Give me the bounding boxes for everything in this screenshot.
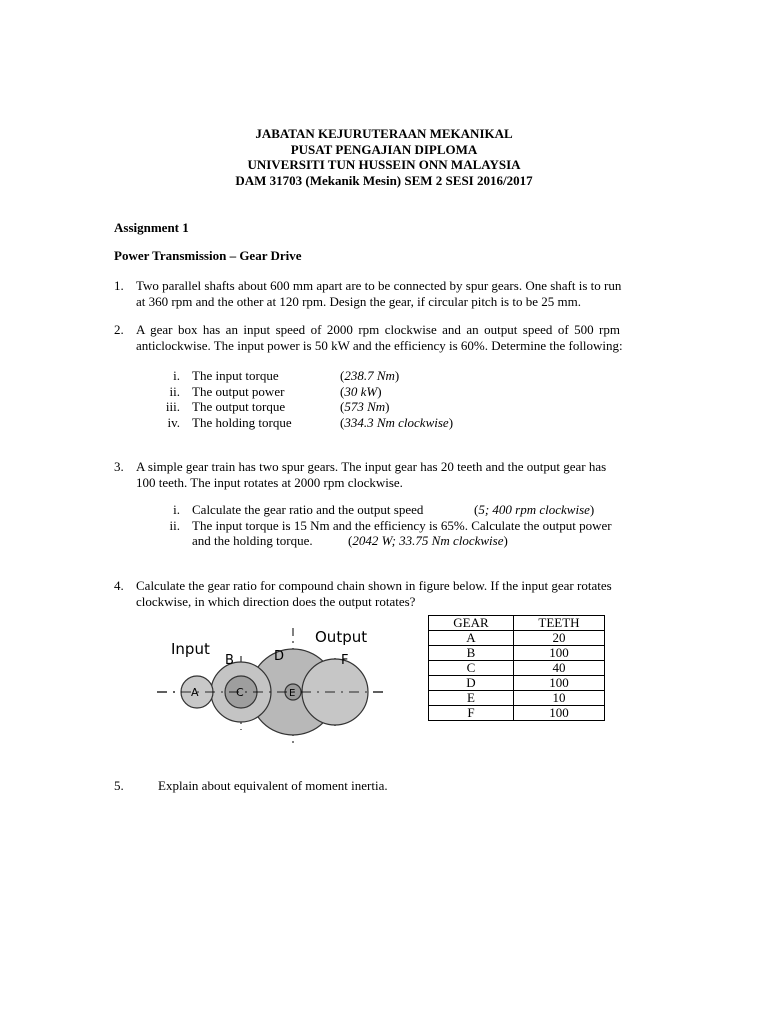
table-row xyxy=(429,646,605,661)
table-header-teeth: TEETH xyxy=(514,616,605,631)
table-row xyxy=(429,631,605,646)
header-center: PUSAT PENGAJIAN DIPLOMA xyxy=(290,141,478,157)
gear-label-e: E xyxy=(289,688,296,699)
table-header-row xyxy=(429,616,605,631)
header-department: JABATAN KEJURUTERAAN MEKANIKAL xyxy=(255,126,513,141)
item-answer: (2042 W; 33.75 Nm clockwise) xyxy=(348,533,508,548)
item-answer: (334.3 Nm clockwise) xyxy=(340,414,454,430)
question-3 xyxy=(136,459,658,490)
gear-label-c: C xyxy=(236,686,244,699)
gear-label-a: A xyxy=(191,686,199,699)
question-1-number: 1. xyxy=(114,278,124,293)
table-cell-teeth: 100 xyxy=(514,706,605,721)
table-cell-gear: A xyxy=(429,631,514,646)
table-cell-gear: F xyxy=(429,706,514,721)
table-row xyxy=(429,691,605,706)
gear-label-f: F xyxy=(341,653,349,668)
item-label: Calculate the gear ratio and the output speed xyxy=(192,502,424,517)
table-row xyxy=(429,676,605,691)
question-1-line-1: Two parallel shafts about 600 mm apart are to be connected by spur gears. One shaft is to run xyxy=(136,278,622,293)
table-row xyxy=(429,706,605,721)
table-header-gear: GEAR xyxy=(429,616,514,631)
question-5: Explain about equivalent of moment inertia. xyxy=(158,778,388,793)
item-number: iii. xyxy=(165,399,180,414)
gear-label-b: B xyxy=(225,653,234,668)
compound-gear-diagram xyxy=(155,614,395,750)
table-cell-gear: B xyxy=(429,646,514,661)
question-2-number: 2. xyxy=(114,322,124,337)
item-label: The output torque xyxy=(192,399,286,414)
table-cell-teeth: 100 xyxy=(514,676,605,691)
item-label: The input torque is 15 Nm and the efficiency is 65%. Calculate the output power xyxy=(192,517,612,533)
item-answer: (5; 400 rpm clockwise) xyxy=(474,502,595,517)
question-1-line-2: at 360 rpm and the other at 120 rpm. Design the gear, if circular pitch is to be 25 mm. xyxy=(136,293,581,309)
gear-label-d: D xyxy=(274,649,285,664)
table-cell-teeth: 10 xyxy=(514,691,605,706)
table-cell-teeth: 40 xyxy=(514,661,605,676)
table-cell-teeth: 100 xyxy=(514,646,605,661)
question-4-line-1: Calculate the gear ratio for compound chain shown in figure below. If the input gear rotates xyxy=(136,578,612,593)
document-header xyxy=(0,126,768,188)
item-number: iv. xyxy=(167,414,180,430)
item-number: i. xyxy=(173,502,180,517)
question-4 xyxy=(136,578,658,609)
table-cell-gear: D xyxy=(429,676,514,691)
item-number: ii. xyxy=(169,517,180,533)
table-row xyxy=(429,661,605,676)
question-3-line-1: A simple gear train has two spur gears. The input gear has 20 teeth and the output gear has xyxy=(136,459,607,474)
question-2-line-2: anticlockwise. The input power is 50 kW and the efficiency is 60%. Determine the following: xyxy=(136,337,623,353)
item-answer: (573 Nm) xyxy=(340,399,390,414)
topic-title: Power Transmission – Gear Drive xyxy=(114,248,302,263)
question-1 xyxy=(136,278,658,309)
header-course: DAM 31703 (Mekanik Mesin) SEM 2 SESI 2016/2017 xyxy=(235,172,533,188)
question-4-line-2: clockwise, in which direction does the output rotates? xyxy=(136,593,416,609)
question-3-number: 3. xyxy=(114,459,124,474)
item-label-continued: and the holding torque. xyxy=(192,533,313,548)
table-cell-gear: C xyxy=(429,661,514,676)
item-answer: (238.7 Nm) xyxy=(340,368,400,383)
item-label: The output power xyxy=(192,383,285,399)
question-4-number: 4. xyxy=(114,578,124,593)
input-label: Input xyxy=(171,640,210,658)
header-university: UNIVERSITI TUN HUSSEIN ONN MALAYSIA xyxy=(247,157,521,172)
table-cell-gear: E xyxy=(429,691,514,706)
assignment-title: Assignment 1 xyxy=(114,220,189,235)
item-number: ii. xyxy=(169,383,180,399)
item-answer: (30 kW) xyxy=(340,383,382,399)
question-2-line-1: A gear box has an input speed of 2000 rpm clockwise and an output speed of 500 rpm xyxy=(136,322,620,337)
question-3-line-2: 100 teeth. The input rotates at 2000 rpm clockwise. xyxy=(136,474,403,490)
gear-teeth-table xyxy=(428,615,605,721)
output-label: Output xyxy=(315,628,368,646)
table-cell-teeth: 20 xyxy=(514,631,605,646)
question-3-subitems xyxy=(150,502,658,552)
question-2 xyxy=(136,322,658,353)
item-number: i. xyxy=(173,368,180,383)
question-5-number: 5. xyxy=(114,778,124,793)
item-label: The holding torque xyxy=(192,414,292,430)
item-label: The input torque xyxy=(192,368,279,383)
